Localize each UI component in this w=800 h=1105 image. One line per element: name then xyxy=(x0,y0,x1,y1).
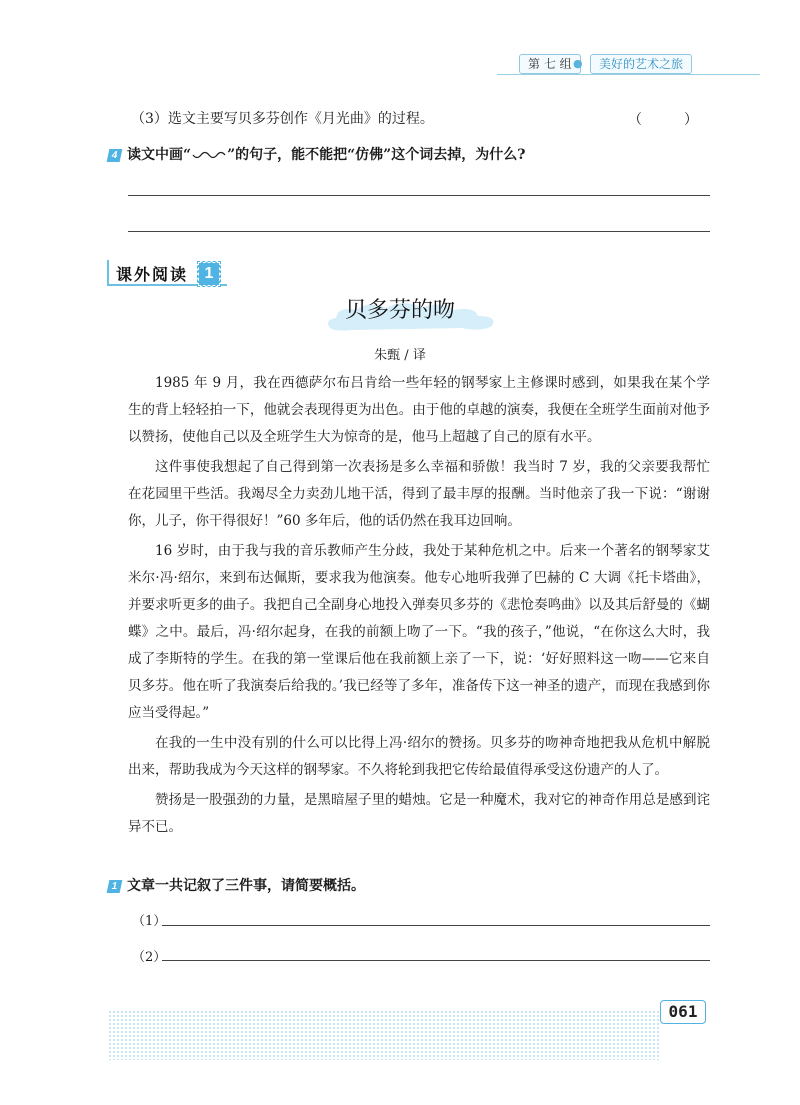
separator-dot-icon: ● xyxy=(573,57,583,70)
question-4-text-before: 读文中画“ xyxy=(127,147,192,163)
page-number: 061 xyxy=(660,1000,706,1024)
answer-line[interactable] xyxy=(128,195,710,196)
section-label: 课外阅读 xyxy=(116,265,189,284)
answer-parentheses[interactable]: （ ） xyxy=(628,112,698,128)
dotted-pattern-decoration xyxy=(108,1010,660,1060)
answer-line[interactable] xyxy=(128,231,710,232)
question-number-badge: 1 xyxy=(107,880,123,893)
article-paragraph: 赞扬是一股强劲的力量，是黑暗屋子里的蜡烛。它是一种魔术，我对它的神奇作用总是感到诧异不已。 xyxy=(128,792,710,835)
question-4-text-after: ”的句子，能不能把“仿佛”这个词去掉，为什么? xyxy=(227,147,526,163)
blank-label-1: （1） xyxy=(132,914,167,929)
article-paragraph: 在我的一生中没有别的什么可以比得上冯·绍尔的赞扬。贝多芬的吻神奇地把我从危机中解脱出来，帮助我成为今天这样的钢琴家。不久将轮到我把它传给最值得承受这份遗产的人了。 xyxy=(128,735,710,778)
unit-theme-label: 美好的艺术之旅 xyxy=(590,54,692,74)
article-paragraph: 1985 年 9 月，我在西德萨尔布吕肯给一些年轻的钢琴家上主修课时感到，如果我在某个学生的背上轻轻拍一下，他就会表现得更为出色。由于他的卓越的演奏，我便在全班学生面前对他予以赞扬，使他自己以及全班学生大为惊奇的是，他马上超越了自己的原有水平。 xyxy=(128,375,710,445)
section-number-badge: 1 xyxy=(198,262,220,286)
article-paragraph: 这件事使我想起了自己得到第一次表扬是多么幸福和骄傲！我当时 7 岁，我的父亲要我帮忙在花园里干些活。我竭尽全力卖劲儿地干活，得到了最丰厚的报酬。当时他亲了我一下说：“谢谢你，儿子，你干得很好！”60 多年后，他的话仍然在我耳边回响。 xyxy=(128,459,710,529)
question-3-text: （3）选文主要写贝多芬创作《月光曲》的过程。 xyxy=(131,111,434,127)
answer-line-1[interactable] xyxy=(162,925,710,926)
question-number-badge: 4 xyxy=(107,149,123,162)
header-rule xyxy=(497,74,760,75)
answer-line-2[interactable] xyxy=(162,960,710,961)
article-title: 贝多芬的吻 xyxy=(344,298,455,323)
question-1 xyxy=(108,876,365,896)
article-body xyxy=(128,370,710,844)
blank-label-2: （2） xyxy=(132,950,167,965)
wavy-underline-icon xyxy=(191,149,227,161)
article-byline: 朱甄 / 译 xyxy=(374,348,426,363)
question-1-text: 文章一共记叙了三件事，请简要概括。 xyxy=(127,878,365,894)
unit-group-label: 第 七 组 xyxy=(519,54,581,74)
question-4 xyxy=(108,145,525,165)
article-paragraph: 16 岁时，由于我与我的音乐教师产生分歧，我处于某种危机之中。后来一个著名的钢琴家艾米尔·冯·绍尔，来到布达佩斯，要求我为他演奏。他专心地听我弹了巴赫的 C 大调《托卡塔曲》，并要求听更多的曲子。我把自己全副身心地投入弹奏贝多芬的《悲怆奏鸣曲》以及其后舒曼的《蝴蝶》之中。最后，冯·绍尔起身，在我的前额上吻了一下。“我的孩子，”他说，“在你这么大时，我成了李斯特的学生。在我的第一堂课后他在我前额上亲了一下，说：‘好好照料这一吻——它来自贝多芬。他在听了我演奏后给我的。’我已经等了多年，准备传下这一神圣的遗产，而现在我感到你应当受得起。” xyxy=(128,543,710,721)
